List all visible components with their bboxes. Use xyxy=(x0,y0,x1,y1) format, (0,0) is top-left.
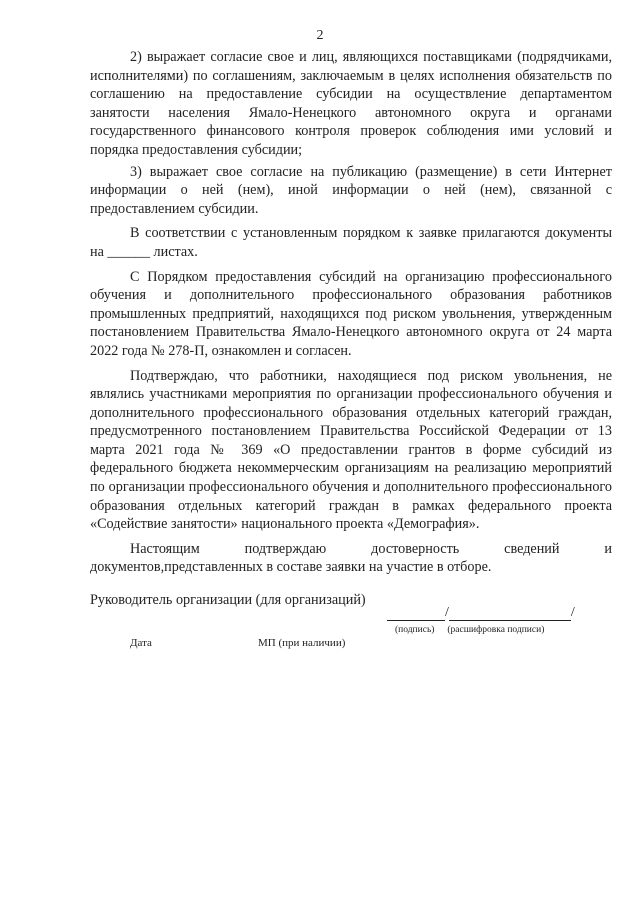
signature-captions xyxy=(395,625,544,635)
signature-decoding-line xyxy=(449,606,571,621)
caption-signature: (подпись) xyxy=(395,625,435,635)
paragraph-procedure-acknowledged: С Порядком предоставления субсидий на организацию профессионального обучения и дополнительного профессионального образования работников промышленных предприятий, находящихся под риском увольнения, утвержденным постановлением Правительства Ямало-Ненецкого автономного округа от 24 марта 2022 года № 278-П, ознакомлен и согласен. xyxy=(90,268,612,359)
caption-decoding: (расшифровка подписи) xyxy=(447,625,545,635)
paragraph-confirmation-accuracy: Настоящим подтверждаю достоверность сведений и документов,представленных в составе заявки на участие в отборе. xyxy=(90,540,612,576)
signature-end-separator: / xyxy=(570,605,575,620)
signature-line xyxy=(387,606,445,621)
document-body xyxy=(90,48,612,580)
signature-separator: / xyxy=(445,605,449,620)
stamp-label: МП (при наличии) xyxy=(258,637,346,649)
paragraph-consent-suppliers: 2) выражает согласие свое и лиц, являющихся поставщиками (подрядчиками, исполнителями) по соглашениям, заключаемым в целях исполнения обязательств по соглашению на предоставление субсидии на осуществление департаментом занятости населения Ямало-Ненецкого автономного округа и органами государственного финансового контроля проверок соблюдения ими условий и порядка предоставления субсидии; xyxy=(90,49,612,158)
signatory-title: Руководитель организации (для организаций) xyxy=(90,592,366,608)
signature-lines xyxy=(387,605,575,621)
date-label: Дата xyxy=(130,637,152,649)
paragraph-confirmation-participants: Подтверждаю, что работники, находящиеся под риском увольнения, не являлись участниками мероприятия по организации профессионального обучения и дополнительного профессионального образования отдельных категорий граждан, предусмотренного постановлением Правительства Российской Федерации от 13 марта 2021 года № 369 «О предоставлении грантов в форме субсидий из федерального бюджета некоммерческим организациям на реализацию мероприятий по организации профессионального обучения и дополнительного профессионального образования отдельных категорий граждан в рамках федерального проекта «Содействие занятости» национального проекта «Демография». xyxy=(90,367,612,533)
page-number: 2 xyxy=(316,28,324,43)
paragraph-attached-documents: В соответствии с установленным порядком к заявке прилагаются документы на ______ листах. xyxy=(90,225,612,260)
paragraph-consent-publication: 3) выражает свое согласие на публикацию (размещение) в сети Интернет информации о ней (нем), иной информации о ней (нем), связанной с предоставлением субсидии. xyxy=(90,163,612,217)
